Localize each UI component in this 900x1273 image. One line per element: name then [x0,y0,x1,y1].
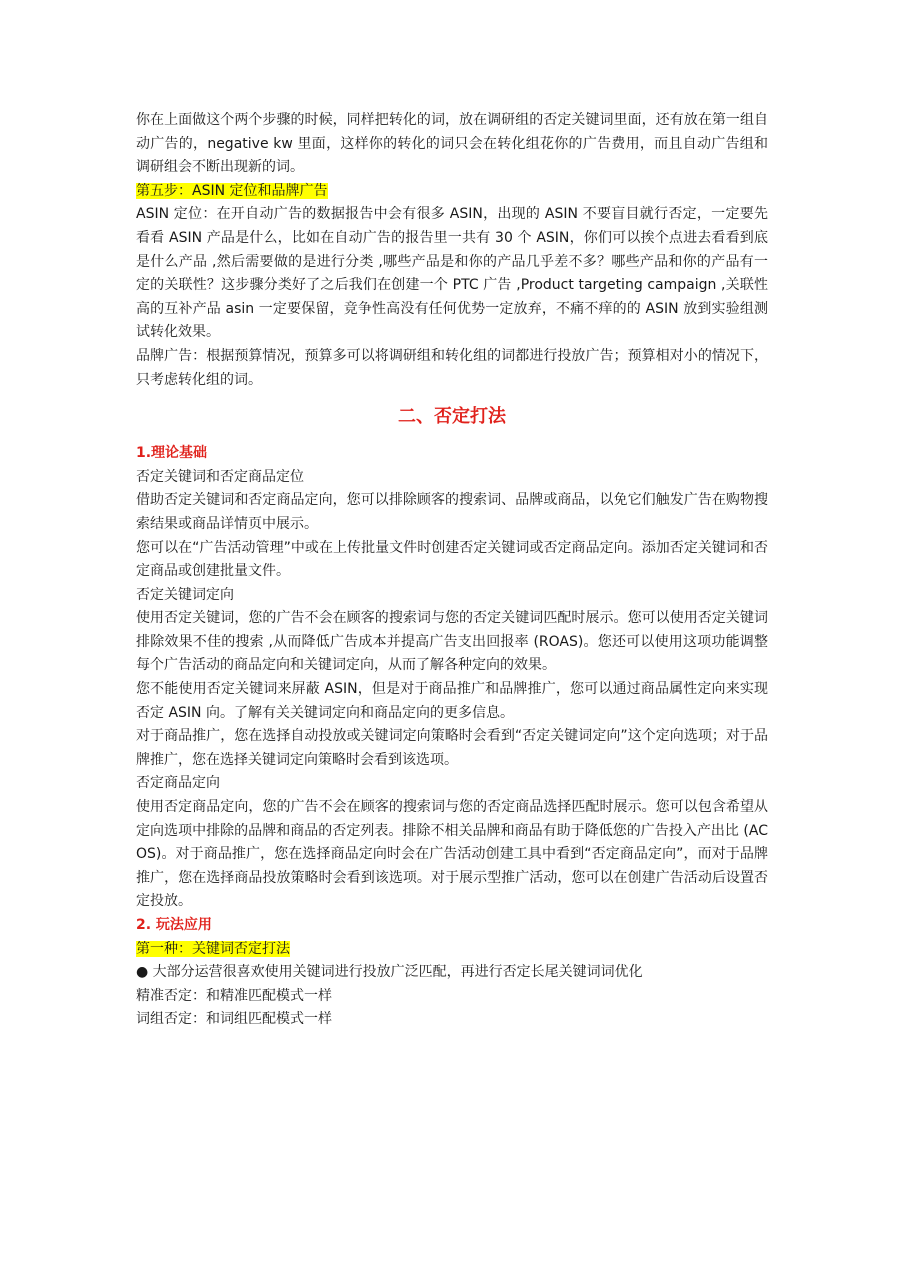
paragraph-neg-where: 您可以在“广告活动管理”中或在上传批量文件时创建否定关键词或否定商品定向。添加否定关键词和否定商品或创建批量文件。 [136,539,768,580]
document-page [136,109,768,1032]
line-neg-kw-product: 否定关键词和否定商品定位 [136,468,304,485]
line-exact-negative: 精准否定：和精准匹配模式一样 [136,987,332,1004]
method1-heading [136,938,768,962]
subheading-theory: 1.理论基础 [136,445,208,462]
paragraph-negative-kw: 你在上面做这个两个步骤的时候，同样把转化的词，放在调研组的否定关键词里面，还有放在第一组自动广告的，negative kw 里面，这样你的转化的词只会在转化组花你的广告费用，而且自动广告组和调研组会不断出现新的词。 [136,112,768,176]
paragraph-neg-sp: 对于商品推广，您在选择自动投放或关键词定向策略时会看到“否定关键词定向”这个定向选项；对于品牌推广，您在选择关键词定向策略时会看到该选项。 [136,728,768,768]
step5-heading [136,180,768,204]
paragraph-brand-ads: 品牌广告：根据预算情况，预算多可以将调研组和转化组的词都进行投放广告；预算相对小的情况下，只考虑转化组的词。 [136,347,768,388]
step5-heading-text: 第五步：ASIN 定位和品牌广告 [136,182,328,199]
paragraph-neg-asin: 您不能使用否定关键词来屏蔽 ASIN，但是对于商品推广和品牌推广，您可以通过商品属性定向来实现否定 ASIN 向。了解有关关键词定向和商品定向的更多信息。 [136,681,768,721]
subheading-application: 2. 玩法应用 [136,917,212,933]
line-neg-product: 否定商品定向 [136,775,220,792]
section-title-negative: 二、否定打法 [398,406,506,428]
paragraph-neg-product-use: 使用否定商品定向，您的广告不会在顾客的搜索词与您的否定商品选择匹配时展示。您可以包含希望从定向选项中排除的品牌和商品的否定列表。排除不相关品牌和商品有助于降低您的广告投入产出比 (ACOS)。对于商品推广，您在选择商品定向时会在广告活动创建工具中看到“否定商品定向”，而对于品牌推广，您在选择商品投放策略时会看到该选项。对于展示型推广活动，您可以在创建广告活动后设置否定投放。 [136,799,768,910]
paragraph-neg-kw-use: 使用否定关键词，您的广告不会在顾客的搜索词与您的否定关键词匹配时展示。您可以使用否定关键词排除效果不佳的搜索 ,从而降低广告成本并提高广告支出回报率 (ROAS)。您还可以使用这项功能调整每个广告活动的商品定向和关键词定向，从而了解各种定向的效果。 [136,610,768,674]
line-phrase-negative: 词组否定：和词组匹配模式一样 [136,1011,332,1028]
method1-heading-text: 第一种：关键词否定打法 [136,940,290,957]
paragraph-neg-intro: 借助否定关键词和否定商品定向，您可以排除顾客的搜索词、品牌或商品，以免它们触发广告在购物搜索结果或商品详情页中展示。 [136,492,768,532]
paragraph-asin-targeting: ASIN 定位：在开自动广告的数据报告中会有很多 ASIN，出现的 ASIN 不要盲目就行否定，一定要先看看 ASIN 产品是什么，比如在自动广告的报告里一共有 30 个 ASIN，你们可以挨个点进去看看到底是什么产品 ,然后需要做的是进行分类 ,哪些产品是和你的产品几乎差不多？哪些产品和你的产品有一定的关联性？这步骤分类好了之后我们在创建一个 PTC 广告 ,Product targeting campaign ,关联性高的互补产品 asin 一定要保留，竞争性高没有任何优势一定放弃，不痛不痒的的 ASIN 放到实验组测试转化效果。 [136,206,768,341]
bullet-item: ● 大部分运营很喜欢使用关键词进行投放广泛匹配，再进行否定长尾关键词词优化 [136,964,643,981]
line-neg-kw-target: 否定关键词定向 [136,586,234,603]
